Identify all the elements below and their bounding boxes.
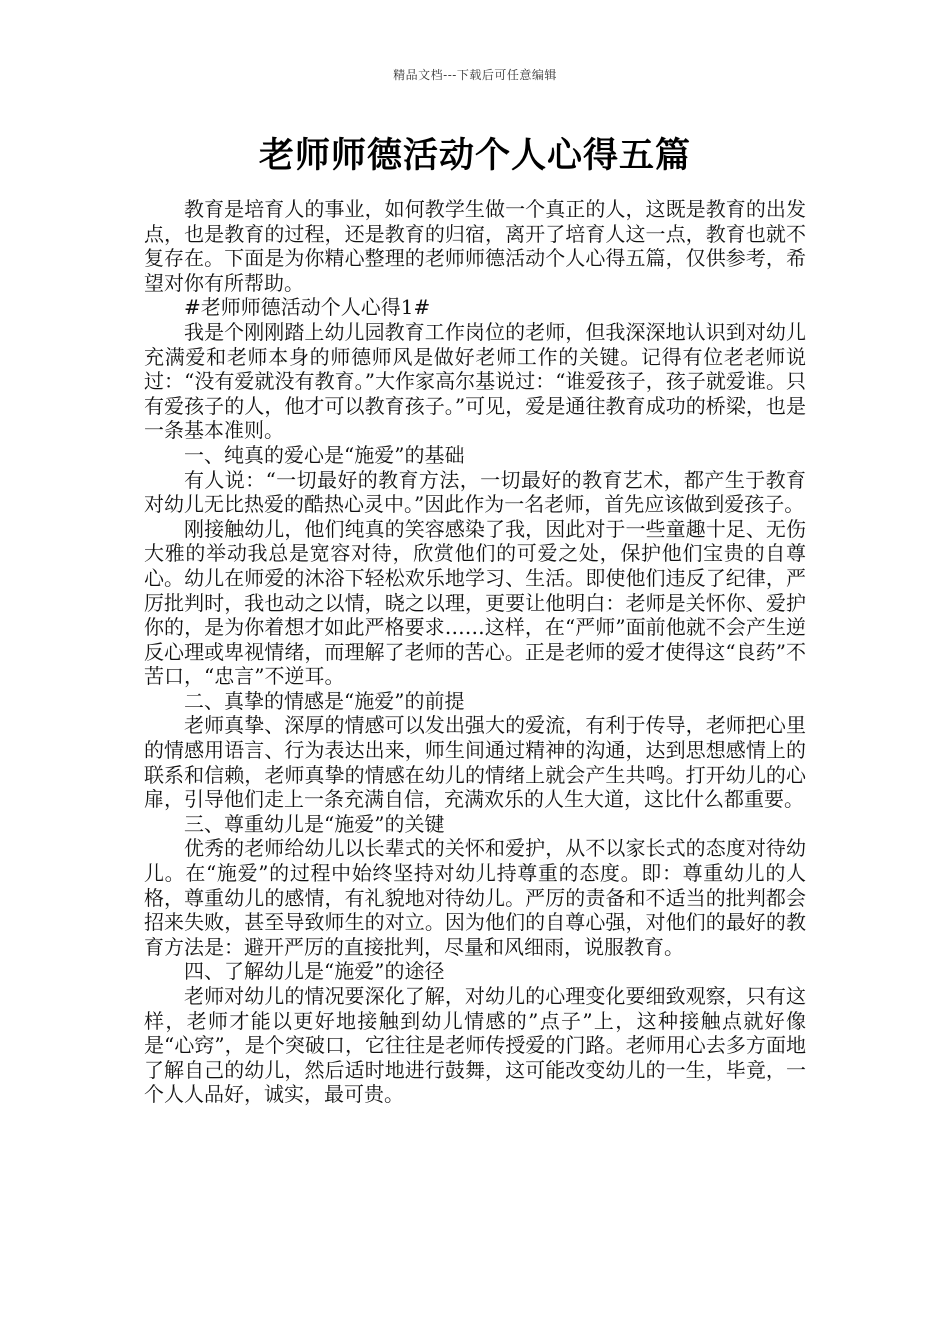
section-heading: #老师师德活动个人心得1# [184, 295, 431, 320]
document-title: 老师师德活动个人心得五篇 [258, 135, 691, 176]
subheading: 三、尊重幼儿是“施爱”的关键 [184, 811, 445, 836]
subheading: 四、了解幼儿是“施爱”的途径 [184, 959, 445, 984]
header-note: 精品文档---下载后可任意编辑 [393, 68, 557, 82]
subheading: 二、真挚的情感是“施爱”的前提 [184, 688, 465, 713]
body-paragraph: 有人说：“一切最好的教育方法，一切最好的教育艺术，都产生于教育对幼儿无比热爱的酷热心灵中。”因此作为一名老师，首先应该做到爱孩子。 [144, 467, 806, 517]
body-paragraph: 老师真挚、深厚的情感可以发出强大的爱流，有利于传导，老师把心里的情感用语言、行为表达出来，师生间通过精神的沟通，达到思想感情上的联系和信赖，老师真挚的情感在幼儿的情绪上就会产生共鸣。打开幼儿的心扉，引导他们走上一条充满自信，充满欢乐的人生大道，这比什么都重要。 [144, 713, 806, 812]
subheading: 一、纯真的爱心是“施爱”的基础 [184, 442, 465, 467]
body-paragraph: 老师对幼儿的情况要深化了解，对幼儿的心理变化要细致观察，只有这样，老师才能以更好地接触到幼儿情感的”点子”上，这种接触点就好像是“心窍”，是个突破口，它往往是老师传授爱的门路。老师用心去多方面地了解自己的幼儿，然后适时地进行鼓舞，这可能改变幼儿的一生，毕竟，一个人人品好，诚实，最可贵。 [144, 984, 806, 1107]
body-paragraph: 优秀的老师给幼儿以长辈式的关怀和爱护，从不以家长式的态度对待幼儿。在“施爱”的过程中始终坚持对幼儿持尊重的态度。即：尊重幼儿的人格，尊重幼儿的感情，有礼貌地对待幼儿。严厉的责备和不适当的批判都会招来失败，甚至导致师生的对立。因为他们的自尊心强，对他们的最好的教育方法是：避开严厉的直接批判，尽量和风细雨，说服教育。 [144, 836, 806, 959]
body-paragraph: 我是个刚刚踏上幼儿园教育工作岗位的老师，但我深深地认识到对幼儿充满爱和老师本身的师德师风是做好老师工作的关键。记得有位老老师说过：“没有爱就没有教育。”大作家高尔基说过：“谁爱孩子，孩子就爱谁。只有爱孩子的人，他才可以教育孩子。”可见，爱是通往教育成功的桥梁，也是一条基本准则。 [144, 319, 806, 443]
document-body [144, 197, 806, 1107]
body-paragraph: 刚接触幼儿，他们纯真的笑容感染了我，因此对于一些童趣十足、无伤大雅的举动我总是宽容对待，欣赏他们的可爱之处，保护他们宝贵的自尊心。幼儿在师爱的沐浴下轻松欢乐地学习、生活。即使他们违反了纪律，严厉批判时，我也动之以情，晓之以理，更要让他明白：老师是关怀你、爱护你的，是为你着想才如此严格要求……这样，在“严师”面前他就不会产生逆反心理或卑视情绪，而理解了老师的苦心。正是老师的爱才使得这“良药”不苦口，“忠言”不逆耳。 [144, 516, 806, 689]
intro-paragraph: 教育是培育人的事业，如何教学生做一个真正的人，这既是教育的出发点，也是教育的过程，还是教育的归宿，离开了培育人这一点，教育也就不复存在。下面是为你精心整理的老师师德活动个人心得五篇，仅供参考，希望对你有所帮助。 [144, 197, 806, 295]
